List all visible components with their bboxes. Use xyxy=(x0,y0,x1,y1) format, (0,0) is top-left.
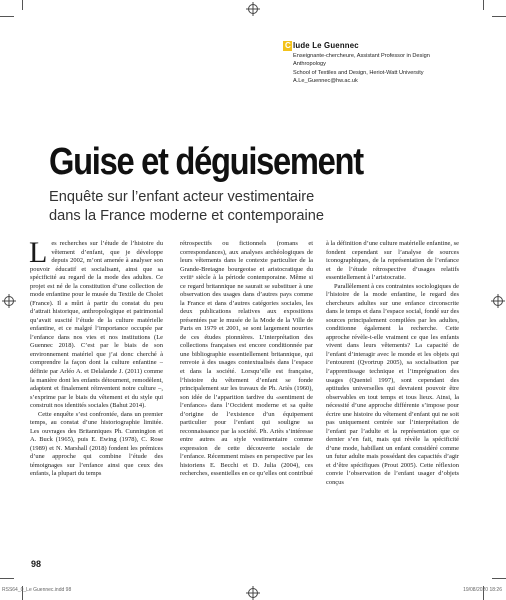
crop-mark xyxy=(0,16,14,17)
registration-mark-left xyxy=(4,296,14,306)
body-column-1 xyxy=(29,236,163,479)
crop-mark xyxy=(492,578,506,579)
paragraph xyxy=(326,283,459,488)
paragraph xyxy=(29,236,163,411)
author-name: lude Le Guennec xyxy=(293,41,359,50)
slug-right: 19/08/2020 18:26 xyxy=(463,587,502,593)
crop-mark xyxy=(22,0,23,10)
subtitle-line-1: Enquête sur l’enfant acteur vestimentaire xyxy=(49,189,315,205)
paragraph-text: rétrospectifs ou fictionnels (romans et correspondances), aux analyses archéologiques de leurs vêtements dans le contexte particulier de la Grande-Bretagne bourgeoise et aristocratique du xviiiᵉ siècle à la période contemporaine. Même si ce regard britannique ne saurait se substituer à une observation des usages dans d’autres pays comme la France et dans d’autres catégories sociales, les deux publications relatives aux expositions présentées par le musée de la Mode de la Ville de Paris en 1979 et 2001, se sont largement nourries de ces études pionnières. L’interprétation des collections françaises est encore conditionnée par une bibliographie essentiellement britannique, qui renvoie à des usages contextualisés dans l’espace et dans la société. Lorsqu’elle est française, l’histoire du vêtement d’enfant se fonde principalement sur les travaux de Ph. Ariès (1960), son idée de l’apparition tardive du «sentiment de l’enfance» dans l’Occident moderne et sa quête d’origine de l’existence d’un équipement particulier pour l’enfant qui souligne sa reconnaissance par la société. Ph. Ariès s’intéresse entre autres au style vestimentaire comme expression de cette découverte sociale de l’enfance. Récemment mises en perspective par les historiens E. Becchi et D. Julia (2004), ces recherches, essentielles en ce qu’elles ont contribué xyxy=(180,240,313,478)
affiliation-line: School of Textiles and Design, Heriot-Watt University xyxy=(293,69,424,76)
author-email: A.Le_Guennec@hw.ac.uk xyxy=(293,78,358,85)
subtitle-line-2: dans la France moderne et contemporaine xyxy=(49,208,325,224)
body-column-2 xyxy=(180,240,313,479)
paragraph-text: es recherches sur l’étude de l’histoire du vêtement d’enfant, que je développe depuis 2002, m’ont amenée à analyser son pouvoir éducatif et socialisant, ainsi que sa spécificité au regard de la mode des adultes. Ce projet est né de la constitution d’une collection de mode enfantine pour le musée du Textile de Cholet (France). Il a mûri à partir du constat du peu d’attrait historique, anthropologique et patrimonial qu’avait suscité l’étude de la culture matérielle enfantine, et ce malgré l’importance occupée par l’enfance dans nos vies et nos institutions (Le Guennec 2018). C’est par le biais de son environnement matériel que j’ai donc cherché à comprendre la façon dont la culture enfantine – définie par Arléo A. et Delalande J. (2011) comme la manière dont les enfants détournent, remodèlent, adaptent et finalement réinventent notre culture –, s’exprime par le biais du vêtement et du style qui construit nos identités sociales (Bahut 2014). xyxy=(30,240,163,410)
registration-mark-top xyxy=(248,4,258,14)
crop-mark xyxy=(0,578,14,579)
paragraph-text: Cette enquête s’est confrontée, dans un premier temps, au constat d’une historiographie limitée. Les ouvrages des Britanniques Ph. Cunnington et A. Buck (1965), puis E. Ewing (1978), C. Rose (1989) et N. Marshall (2018) fondent les prémices d’une approche qui combine l’étude des témoignages sur l’enfance ainsi que ceux des enfants, la plupart du temps xyxy=(30,410,163,478)
paragraph-text: à la définition d’une culture matérielle enfantine, se fondent cependant sur l’analyse de sources iconographiques, de la représentation de l’enfance et de l’étude rétrospective d’usages relatifs essentiellement à l’aristocratie. xyxy=(326,240,459,282)
paragraph xyxy=(180,240,313,479)
article-subtitle xyxy=(49,188,324,226)
paragraph xyxy=(30,411,163,479)
affiliation-line: Enseignante-chercheure, Assistant Professor in Design xyxy=(293,53,430,59)
crop-mark xyxy=(492,16,506,17)
affiliation-line: Anthropology xyxy=(293,61,326,68)
crop-mark xyxy=(483,0,484,10)
page-number: 98 xyxy=(31,559,42,569)
article-title: Guise et déguisement xyxy=(49,141,363,183)
body-column-3 xyxy=(326,240,459,487)
registration-mark-right xyxy=(493,296,503,306)
author-initial-badge xyxy=(283,41,292,51)
drop-cap: L xyxy=(29,236,48,269)
author-initial: C xyxy=(285,41,291,50)
slug-left: RSS64_0_Le Guennec.indd 98 xyxy=(2,587,72,593)
paragraph xyxy=(326,240,459,283)
author-affiliation xyxy=(293,52,473,86)
paragraph-text: Parallèlement à ces contraintes sociologiques de l’histoire de la mode enfantine, le regard des chercheurs adultes sur une enfance circonscrite dans le temps et dans l’espace social, fondé sur des sources principalement compilées par les adultes, conditionne également la recherche. Cette approche révèle-t-elle vraiment ce que les enfants vivent dans leurs vêtements? La capacité de l’enfant d’interagir avec le monde et les objets qui l’entourent (Qvortrup 2005), sa socialisation par l’apprentissage technique et l’imprégnation des usages (Quentel 1997), sont cependant des aptitudes universelles qui devraient pouvoir être observables en tout temps et tous lieux. Ainsi, la nécessité d’une approche différente s’impose pour écrire une histoire du vêtement d’enfant qui ne soit pas uniquement centrée sur l’interprétation de l’enfant par l’adulte et la représentation que ce dernier s’en fait, mais qui révèle la spécificité d’une mode, habillant un enfant considéré comme un futur adulte mais possédant des capacités d’agir et d’être spécifiques (Prout 2005). Cette réflexion convie l’observation de l’enfant usager d’objets conçus xyxy=(326,282,459,486)
registration-mark-bottom xyxy=(248,588,258,598)
